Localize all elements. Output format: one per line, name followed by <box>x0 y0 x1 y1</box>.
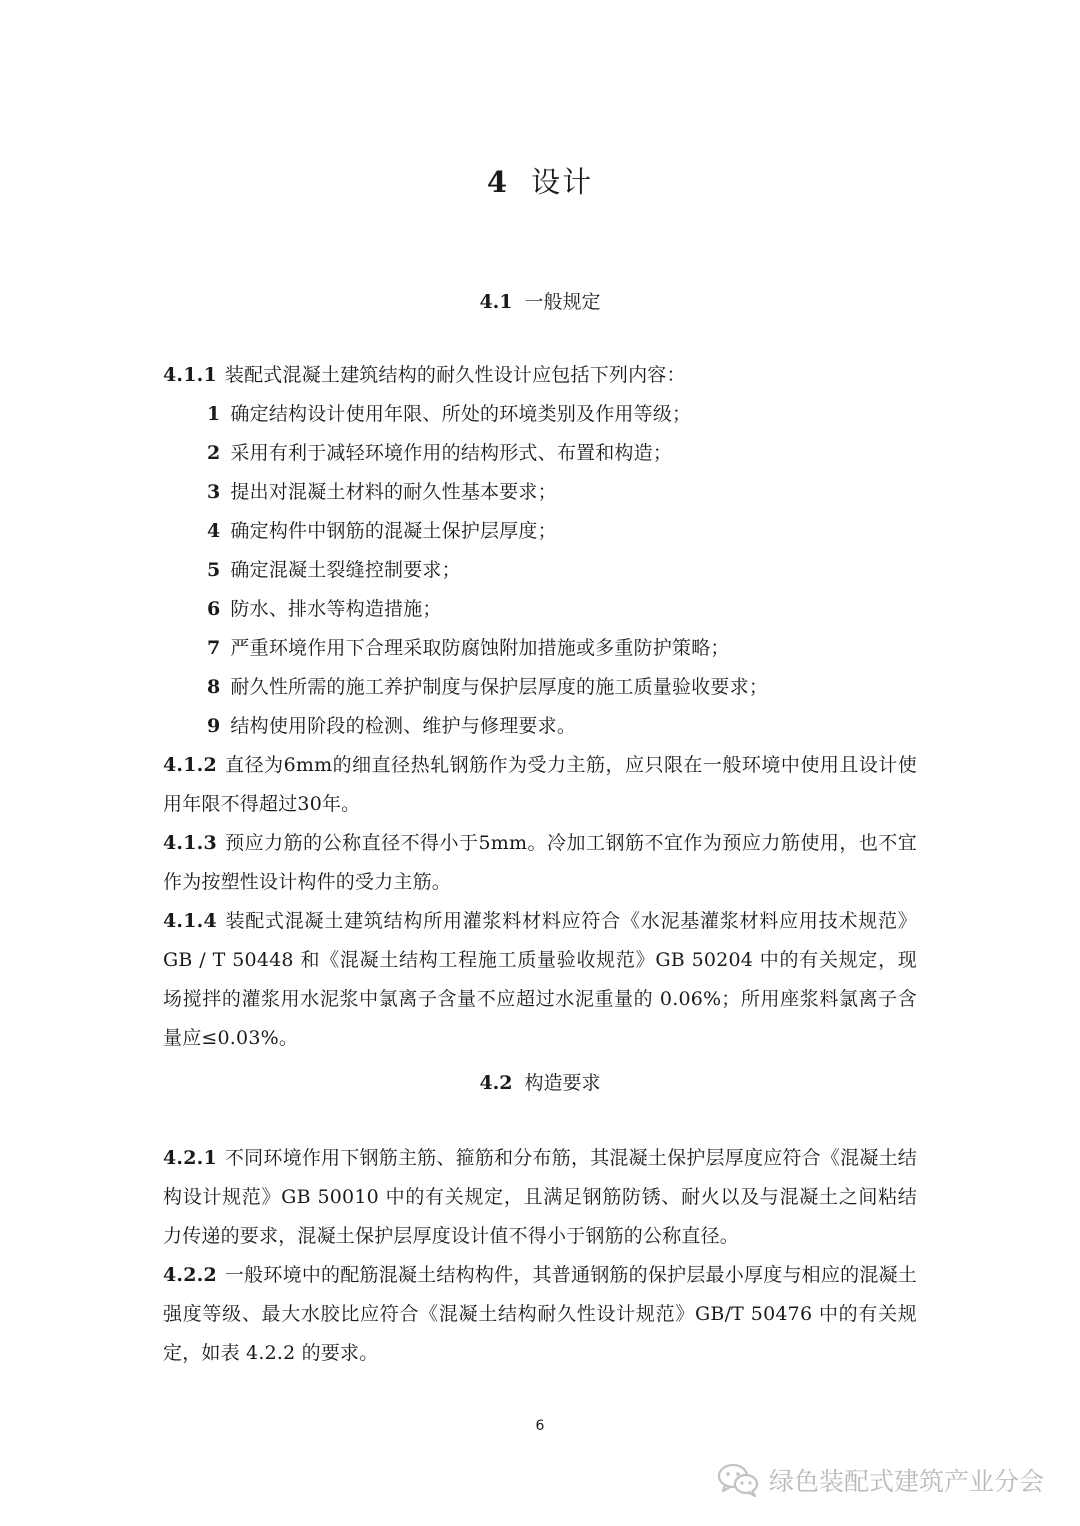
item-text: 确定结构设计使用年限、所处的环境类别及作用等级； <box>230 403 692 425</box>
list-item <box>163 707 917 746</box>
list-item <box>163 395 917 434</box>
clause-number: 4.1.4 <box>163 910 217 932</box>
list-item <box>163 590 917 629</box>
section-4-1-body <box>163 356 917 1058</box>
item-text: 确定构件中钢筋的混凝土保护层厚度； <box>230 520 557 542</box>
section-title-text: 构造要求 <box>524 1072 601 1094</box>
chapter-title <box>0 160 1080 201</box>
section-heading-4-2 <box>0 1068 1080 1095</box>
clause-4-1-1 <box>163 356 917 395</box>
list-item <box>163 512 917 551</box>
clause-text: 装配式混凝土建筑结构的耐久性设计应包括下列内容： <box>224 364 686 386</box>
item-number: 1 <box>207 403 221 425</box>
list-item <box>163 668 917 707</box>
list-item <box>163 473 917 512</box>
clause-4-1-4 <box>163 902 917 1058</box>
watermark <box>717 1460 1044 1500</box>
item-text: 严重环境作用下合理采取防腐蚀附加措施或多重防护策略； <box>230 637 730 659</box>
item-text: 结构使用阶段的检测、维护与修理要求。 <box>230 715 577 737</box>
item-number: 9 <box>207 715 221 737</box>
section-number: 4.2 <box>479 1072 513 1094</box>
clause-text: 直径为6mm的细直径热轧钢筋作为受力主筋，应只限在一般环境中使用且设计使用年限不得超过30年。 <box>163 754 917 815</box>
clause-4-2-2 <box>163 1256 917 1373</box>
clause-number: 4.2.1 <box>163 1147 217 1169</box>
chapter-title-text: 设计 <box>531 165 594 199</box>
clause-text: 一般环境中的配筋混凝土结构构件，其普通钢筋的保护层最小厚度与相应的混凝土强度等级、最大水胶比应符合《混凝土结构耐久性设计规范》GB/T 50476 中的有关规定，如表 4.2.2 的要求。 <box>163 1264 917 1364</box>
item-text: 确定混凝土裂缝控制要求； <box>230 559 461 581</box>
item-text: 耐久性所需的施工养护制度与保护层厚度的施工质量验收要求； <box>230 676 769 698</box>
clause-4-1-2 <box>163 746 917 824</box>
section-heading-4-1 <box>0 287 1080 314</box>
list-item <box>163 629 917 668</box>
item-number: 7 <box>207 637 221 659</box>
section-4-2-body <box>163 1139 917 1373</box>
item-number: 3 <box>207 481 221 503</box>
clause-number: 4.2.2 <box>163 1264 217 1286</box>
clause-text: 装配式混凝土建筑结构所用灌浆料材料应符合《水泥基灌浆材料应用技术规范》GB / T 50448 和《混凝土结构工程施工质量验收规范》GB 50204 中的有关规定，现场搅拌的灌浆用水泥浆中氯离子含量不应超过水泥重量的 0.06%；所用座浆料氯离子含量应≤0.03%。 <box>163 910 917 1049</box>
clause-number: 4.1.1 <box>163 364 217 386</box>
item-number: 2 <box>207 442 221 464</box>
list-item <box>163 551 917 590</box>
chapter-number: 4 <box>486 165 510 199</box>
list-item <box>163 434 917 473</box>
section-title-text: 一般规定 <box>524 291 601 313</box>
item-number: 6 <box>207 598 221 620</box>
item-number: 8 <box>207 676 221 698</box>
clause-number: 4.1.3 <box>163 832 217 854</box>
item-text: 采用有利于减轻环境作用的结构形式、布置和构造； <box>230 442 673 464</box>
clause-text: 不同环境作用下钢筋主筋、箍筋和分布筋，其混凝土保护层厚度应符合《混凝土结构设计规范》GB 50010 中的有关规定，且满足钢筋防锈、耐火以及与混凝土之间粘结力传递的要求，混凝土保护层厚度设计值不得小于钢筋的公称直径。 <box>163 1147 917 1247</box>
clause-text: 预应力筋的公称直径不得小于5mm。冷加工钢筋不宜作为预应力筋使用，也不宜作为按塑性设计构件的受力主筋。 <box>163 832 917 893</box>
clause-number: 4.1.2 <box>163 754 217 776</box>
item-text: 防水、排水等构造措施； <box>230 598 442 620</box>
item-text: 提出对混凝土材料的耐久性基本要求； <box>230 481 557 503</box>
watermark-text: 绿色装配式建筑产业分会 <box>768 1467 1044 1496</box>
item-number: 5 <box>207 559 221 581</box>
section-number: 4.1 <box>479 291 513 313</box>
clause-4-1-3 <box>163 824 917 902</box>
wechat-icon <box>717 1463 759 1497</box>
clause-4-2-1 <box>163 1139 917 1256</box>
page-number: 6 <box>535 1418 545 1434</box>
item-number: 4 <box>207 520 221 542</box>
